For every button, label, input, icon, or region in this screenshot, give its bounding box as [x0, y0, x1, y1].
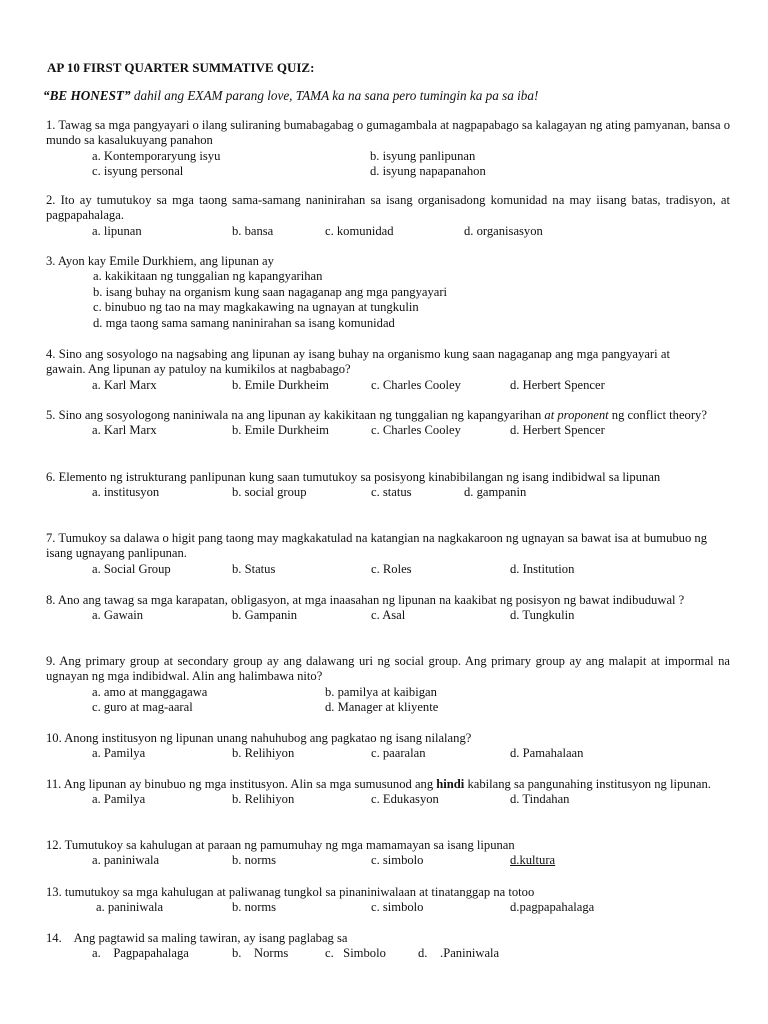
question-options — [46, 853, 730, 868]
option-b: b. pamilya at kaibigan — [325, 684, 437, 699]
question-2 — [46, 193, 730, 239]
question-11 — [46, 777, 730, 808]
motto-quote: “BE HONEST” — [43, 88, 131, 103]
motto-text: dahil ang EXAM parang love, TAMA ka na sana pero tumingin ka pa sa iba! — [130, 88, 539, 103]
question-3 — [46, 254, 730, 331]
question-9 — [46, 654, 730, 716]
question-stem: 1. Tawag sa mga pangyayari o ilang suliraning bumabagabag o gumagambala at nagpapabago sa kalagayan ng ating pamyanan, bansa o mundo sa kasalukuyang panahon — [46, 118, 730, 148]
question-options — [46, 562, 730, 577]
question-stem-text: 11. Ang lipunan ay binubuo ng mga institusyon. Alin sa mga sumusunod ang — [46, 777, 437, 791]
option-a: a. lipunan — [92, 223, 142, 238]
option-a: a. Pagpapahalaga — [92, 946, 189, 961]
option-c: c. Asal — [371, 608, 406, 623]
quiz-motto — [43, 88, 538, 103]
question-options — [46, 700, 730, 715]
option-d: d. .Paniniwala — [418, 946, 500, 961]
option-c: c. isyung personal — [92, 164, 184, 179]
question-1 — [46, 118, 730, 180]
option-a: a. Karl Marx — [92, 377, 157, 392]
option-a: a. Karl Marx — [92, 423, 157, 438]
question-8 — [46, 593, 730, 624]
option-a: a. amo at manggagawa — [92, 684, 208, 699]
option-c: c. Charles Cooley — [371, 423, 461, 438]
question-stem-text: 5. Sino ang sosyologong naniniwala na ang lipunan ay kakikitaan ng tunggalian ng kapangyarihan — [46, 408, 545, 422]
question-options — [46, 164, 730, 179]
option-d: d. Pamahalaan — [510, 746, 584, 761]
question-stem-emphasis: hindi — [436, 777, 465, 791]
option-c: c. Edukasyon — [371, 792, 439, 807]
question-stem: 14. Ang pagtawid sa maling tawiran, ay isang paglabag sa — [46, 931, 348, 945]
question-options — [46, 792, 730, 807]
option-a: a. Gawain — [92, 608, 144, 623]
option-a: a. Pamilya — [92, 746, 146, 761]
option-c: c. status — [371, 485, 412, 500]
question-options — [46, 685, 730, 700]
option-d: d. organisasyon — [464, 223, 543, 238]
option-b: b. Norms — [232, 946, 289, 961]
question-stem-emphasis: at proponent — [544, 408, 609, 422]
question-5 — [46, 408, 730, 439]
option-b: b. isyung panlipunan — [370, 148, 476, 163]
question-6 — [46, 470, 730, 501]
option-c: c. Roles — [371, 561, 412, 576]
option-b: b. isang buhay na organism kung saan nagaganap ang mga pangyayari — [93, 284, 448, 299]
question-options — [46, 900, 730, 915]
question-options — [46, 485, 730, 500]
question-options — [46, 608, 730, 623]
option-d: d. Institution — [510, 561, 575, 576]
option-d: d. isyung napapanahon — [370, 164, 486, 179]
option-c: c. komunidad — [325, 223, 394, 238]
question-stem: 9. Ang primary group at secondary group ay ang dalawang uri ng social group. Ang primary group ay ang malapit at impormal na ugnayan ng mga indibidwal. Alin ang halimbawa nito? — [46, 654, 730, 684]
question-7 — [46, 531, 730, 577]
option-b: b. Gampanin — [232, 608, 298, 623]
question-12 — [46, 838, 730, 869]
question-options — [46, 378, 730, 393]
option-c: c. simbolo — [371, 900, 424, 915]
question-stem: 12. Tumutukoy sa kahulugan at paraan ng pamumuhay ng mga mamamayan sa isang lipunan — [46, 838, 515, 852]
question-stem: 3. Ayon kay Emile Durkhiem, ang lipunan ay — [46, 254, 274, 268]
option-b: b. Status — [232, 561, 276, 576]
option-d: d. Herbert Spencer — [510, 423, 605, 438]
question-stem: 10. Anong institusyon ng lipunan unang nahuhubog ang pagkatao ng isang nilalang? — [46, 731, 472, 745]
question-options — [46, 746, 730, 761]
option-d: d.pagpapahalaga — [510, 900, 595, 915]
option-b: b. Emile Durkheim — [232, 423, 329, 438]
option-d: d. mga taong sama samang naninirahan sa isang komunidad — [93, 315, 395, 330]
question-stem: 7. Tumukoy sa dalawa o higit pang taong may magkakatulad na katangian na nagkakaroon ng ugnayan sa bawat isa at bumubuo ng isang ugnayang panlipunan. — [46, 531, 708, 561]
option-a: a. Social Group — [92, 561, 171, 576]
question-13 — [46, 885, 730, 916]
option-b: b. social group — [232, 485, 307, 500]
question-stem: 6. Elemento ng istrukturang panlipunan kung saan tumutukoy sa posisyong kinabibilangan ng isang indibidwal sa lipunan — [46, 470, 661, 484]
question-options — [46, 946, 730, 961]
option-b: b. bansa — [232, 223, 274, 238]
option-a: a. kakikitaan ng tunggalian ng kapangyarihan — [93, 269, 323, 284]
question-10 — [46, 731, 730, 762]
option-d: d.kultura — [510, 853, 556, 868]
option-b: b. norms — [232, 853, 277, 868]
option-c: c. Simbolo — [325, 946, 386, 961]
quiz-title: AP 10 FIRST QUARTER SUMMATIVE QUIZ: — [47, 60, 315, 75]
option-a: a. Kontemporaryung isyu — [92, 148, 221, 163]
option-c: c. Charles Cooley — [371, 377, 461, 392]
question-stem-text: kabilang sa pangunahing institusyon ng lipunan. — [464, 777, 711, 791]
option-b: b. Relihiyon — [232, 746, 295, 761]
option-b: b. Relihiyon — [232, 792, 295, 807]
question-stem — [46, 777, 730, 792]
question-options — [46, 224, 730, 239]
option-a: a. institusyon — [92, 485, 160, 500]
question-stem: 2. Ito ay tumutukoy sa mga taong sama-samang naninirahan sa isang organisadong komunidad na may iisang batas, tradisyon, at pagpapahalaga. — [46, 193, 730, 223]
option-a: a. paniniwala — [96, 900, 164, 915]
option-c: c. paaralan — [371, 746, 426, 761]
question-options — [46, 149, 730, 164]
question-4 — [46, 347, 730, 393]
option-a: a. paniniwala — [92, 853, 160, 868]
option-d: d. Tungkulin — [510, 608, 575, 623]
option-d: d. Manager at kliyente — [325, 700, 439, 715]
question-stem: 13. tumutukoy sa mga kahulugan at paliwanag tungkol sa pinaniniwalaan at tinatanggap na totoo — [46, 885, 535, 899]
option-d: d. gampanin — [464, 485, 527, 500]
question-options — [46, 423, 730, 438]
option-b: b. Emile Durkheim — [232, 377, 329, 392]
question-stem — [46, 408, 730, 423]
option-c: c. guro at mag-aaral — [92, 700, 193, 715]
option-c: c. binubuo ng tao na may magkakawing na ugnayan at tungkulin — [93, 300, 419, 315]
option-a: a. Pamilya — [92, 792, 146, 807]
question-stem: 4. Sino ang sosyologo na nagsabing ang lipunan ay isang buhay na organismo kung saan nagaganap ang mga pangyayari at gawain. Ang lipunan ay patuloy na kumikilos at nagbabago? — [46, 347, 670, 377]
option-b: b. norms — [232, 900, 277, 915]
option-d: d. Herbert Spencer — [510, 377, 605, 392]
question-stem-text: ng conflict theory? — [608, 408, 707, 422]
question-14 — [46, 931, 730, 962]
question-stem: 8. Ano ang tawag sa mga karapatan, obligasyon, at mga inaasahan ng lipunan na kaakibat ng posisyon ng bawat indibuduwal ? — [46, 593, 685, 607]
option-d: d. Tindahan — [510, 792, 570, 807]
option-c: c. simbolo — [371, 853, 424, 868]
